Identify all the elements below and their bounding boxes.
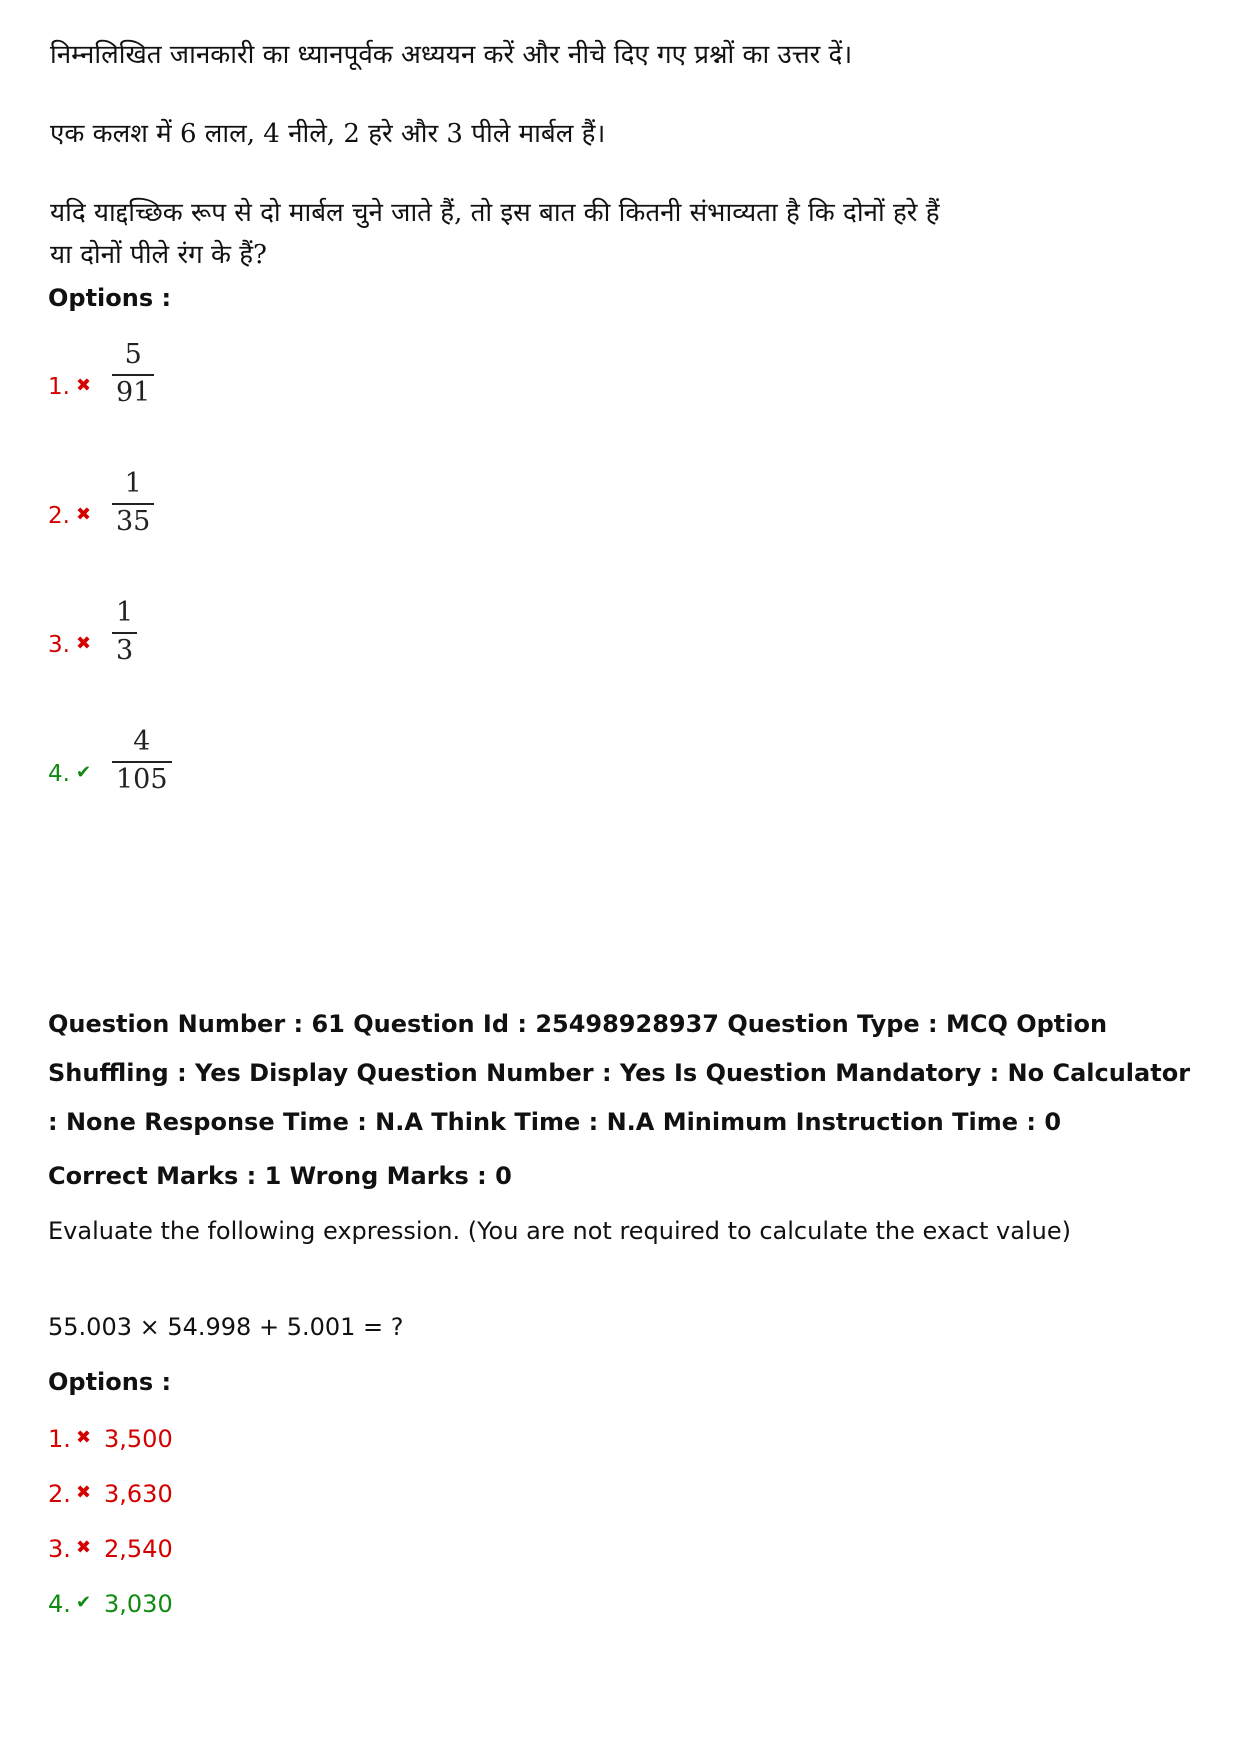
fraction [112,340,154,408]
check-mark-icon: ✔ [76,1592,92,1613]
wrong-mark-icon: ✖ [76,1427,92,1448]
option-number: 3. [48,632,70,658]
wrong-mark-icon: ✖ [76,504,92,525]
q60-option-1[interactable] [48,320,348,408]
wrong-mark-icon: ✖ [76,1537,92,1558]
fraction-denominator: 3 [116,635,134,666]
q60-option-4[interactable] [48,707,348,795]
fraction-numerator: 4 [133,726,151,757]
q60-question: यदि याद्दच्छिक रूप से दो मार्बल चुने जाते हैं, तो इस बात की कितनी संभाव्यता है कि दोनों हरे हैं या दोनों पीले रंग के हैं? [50,198,940,270]
wrong-mark-icon: ✖ [76,633,92,654]
option-number: 4. [48,1590,71,1618]
option-text: 2,540 [104,1535,173,1563]
q60-options-label: Options : [48,284,172,312]
fraction-numerator: 1 [124,468,142,499]
q61-metadata: Question Number : 61 Question Id : 25498928937 Question Type : MCQ Option Shuffling : Yes Display Question Number : Yes Is Question Mandatory : No Calculator : None Response Time : N.A Think Time : N.A Minimum Instruction Time : 0 [48,1010,1191,1136]
option-number: 1. [48,1425,71,1453]
option-number: 2. [48,1480,71,1508]
q60-option-3[interactable] [48,578,348,666]
q60-info: एक कलश में 6 लाल, 4 नीले, 2 हरे और 3 पीले मार्बल हैं। [50,119,606,149]
option-number: 4. [48,761,70,787]
fraction-numerator: 5 [124,339,142,370]
q61-option-4[interactable] [48,1588,173,1618]
fraction-denominator: 105 [116,764,168,795]
option-number: 1. [48,374,70,400]
option-text: 3,500 [104,1425,173,1453]
q61-prompt: Evaluate the following expression. (You are not required to calculate the exact value) [48,1217,1071,1245]
q61-options-label: Options : [48,1368,172,1396]
q61-expression: 55.003 × 54.998 + 5.001 = ? [48,1313,404,1341]
fraction-numerator: 1 [116,597,134,628]
option-text: 3,630 [104,1480,173,1508]
wrong-mark-icon: ✖ [76,375,92,396]
fraction [112,469,154,537]
fraction-denominator: 91 [116,377,151,408]
option-text: 3,030 [104,1590,173,1618]
fraction [112,598,137,666]
check-mark-icon: ✔ [76,762,92,783]
fraction-denominator: 35 [116,506,151,537]
q61-option-3[interactable] [48,1533,173,1563]
option-number: 2. [48,503,70,529]
option-number: 3. [48,1535,71,1563]
q60-instruction: निम्नलिखित जानकारी का ध्यानपूर्वक अध्ययन करें और नीचे दिए गए प्रश्नों का उत्तर दें। [50,40,853,70]
q61-option-1[interactable] [48,1423,173,1453]
q60-option-2[interactable] [48,449,348,537]
fraction [112,727,172,795]
q61-option-2[interactable] [48,1478,173,1508]
wrong-mark-icon: ✖ [76,1482,92,1503]
q61-marks: Correct Marks : 1 Wrong Marks : 0 [48,1162,512,1190]
